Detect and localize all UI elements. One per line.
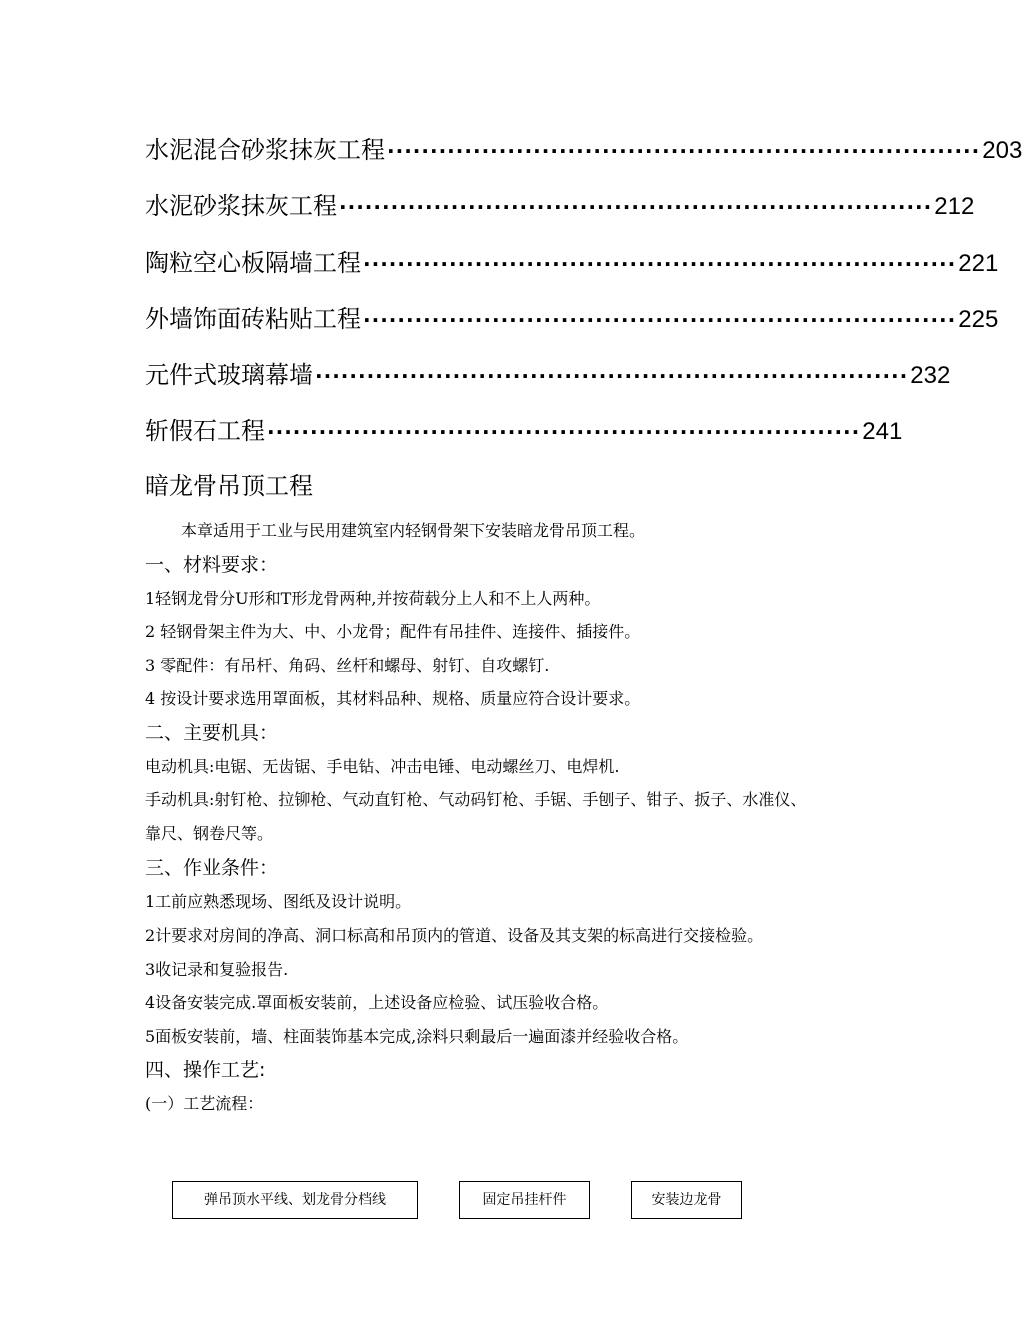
toc-entry-title: 水泥砂浆抹灰工程: [145, 192, 337, 221]
heading-tools: 二、主要机具：: [145, 721, 279, 744]
toc-entry-title: 斩假石工程: [145, 417, 265, 446]
condition-item: 2计要求对房间的净高、洞口标高和吊顶内的管道、设备及其支架的标高进行交接检验。: [145, 925, 764, 945]
condition-item: 1工前应熟悉现场、图纸及设计说明。: [145, 892, 412, 911]
heading-process: 四、操作工艺:: [145, 1059, 266, 1081]
tools-electric: 电动机具:电锯、无齿锯、手电钻、冲击电锤、电动螺丝刀、电焊机.: [145, 756, 620, 776]
condition-item: 4设备安装完成.罩面板安装前，上述设备应检验、试压验收合格。: [145, 993, 609, 1012]
material-item: 3 零配件：有吊杆、角码、丝杆和螺母、射钉、自攻螺钉.: [145, 655, 550, 675]
toc-leader-dots: ·····································································: [363, 251, 957, 276]
flow-step-box: 安装边龙骨: [631, 1181, 742, 1219]
toc-entry-page: 225: [958, 305, 999, 333]
toc-entry-title: 外墙饰面砖粘贴工程: [145, 304, 361, 333]
toc-entry[interactable]: [145, 241, 999, 297]
toc-entry-title: 水泥混合砂浆抹灰工程: [145, 136, 385, 164]
toc-leader-dots: ·····································································: [339, 195, 933, 220]
toc-entry[interactable]: [145, 184, 975, 240]
flow-step-box: 弹吊顶水平线、划龙骨分档线: [172, 1181, 418, 1219]
tools-manual: 手动机具:射钉枪、拉铆枪、气动直钉枪、气动码钉枪、手锯、手刨子、钳子、扳子、水准仪、靠尺、钢卷尺等。: [145, 790, 807, 843]
toc-leader-dots: ·····································································: [387, 139, 981, 163]
material-item: 4 按设计要求选用罩面板，其材料品种、规格、质量应符合设计要求。: [145, 689, 641, 708]
toc-entry-page: 241: [862, 418, 903, 446]
condition-item: 3收记录和复验报告.: [145, 959, 289, 979]
heading-conditions: 三、作业条件：: [145, 857, 279, 879]
toc-entry-title: 陶粒空心板隔墙工程: [145, 248, 361, 277]
toc-leader-dots: ·····································································: [315, 364, 909, 389]
toc-leader-dots: ·····································································: [363, 307, 957, 332]
condition-item: 5面板安装前，墙、柱面装饰基本完成,涂料只剩最后一遍面漆并经验收合格。: [145, 1026, 689, 1046]
toc-entry[interactable]: [145, 409, 903, 465]
toc-entry-page: 232: [910, 362, 951, 390]
toc-entry-page: 203: [982, 137, 1022, 164]
section-title: 暗龙骨吊顶工程: [145, 472, 313, 500]
toc-entry-page: 212: [934, 193, 975, 221]
material-item: 2 轻钢骨架主件为大、中、小龙骨；配件有吊挂件、连接件、插接件。: [145, 622, 641, 641]
flow-step-box: 固定吊挂杆件: [459, 1181, 590, 1219]
subheading-workflow: (一）工艺流程：: [145, 1094, 264, 1113]
material-item: 1轻钢龙骨分U形和T形龙骨两种,并按荷载分上人和不上人两种。: [145, 588, 601, 608]
toc-entry-title: 元件式玻璃幕墙: [145, 361, 313, 390]
intro-paragraph: 本章适用于工业与民用建筑室内轻钢骨架下安装暗龙骨吊顶工程。: [181, 521, 646, 540]
section-body: [145, 514, 815, 1121]
toc-entry-page: 221: [958, 249, 999, 277]
toc-entry[interactable]: [145, 297, 999, 353]
toc-leader-dots: ·····································································: [267, 420, 861, 445]
table-of-contents: [145, 128, 1022, 466]
toc-entry[interactable]: [145, 353, 951, 409]
heading-materials: 一、材料要求：: [145, 553, 279, 576]
toc-entry[interactable]: [145, 128, 1022, 184]
